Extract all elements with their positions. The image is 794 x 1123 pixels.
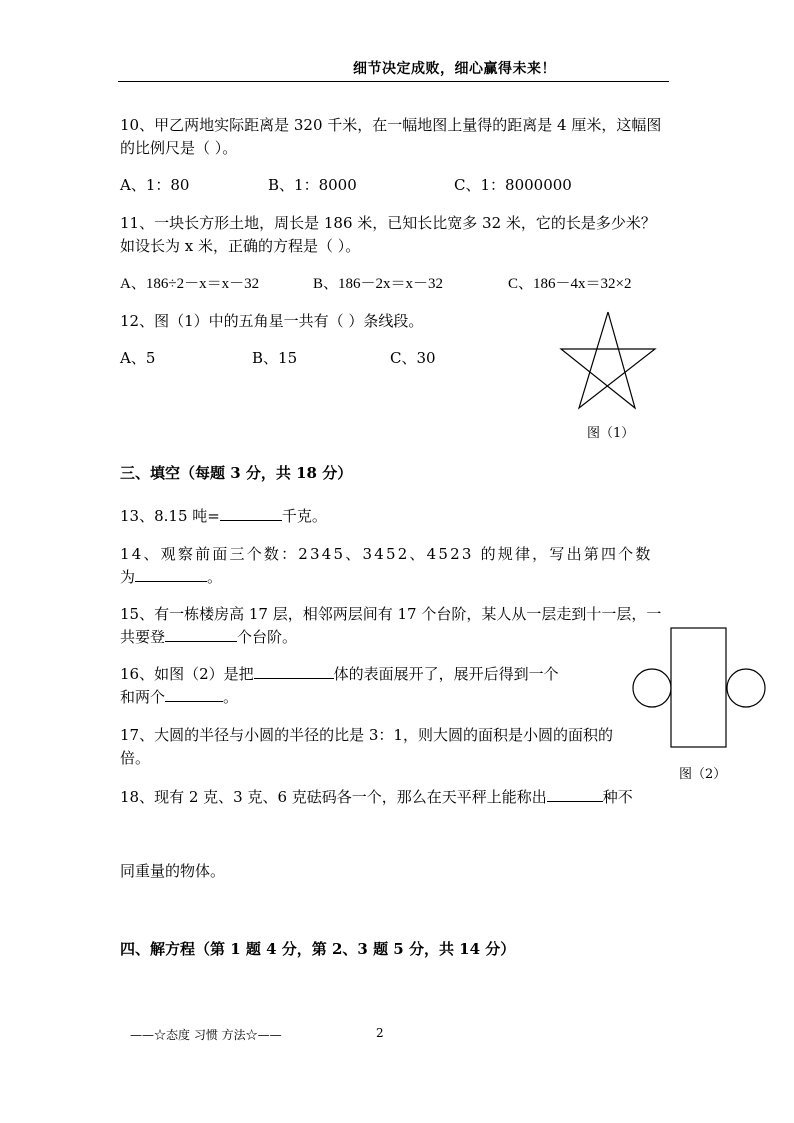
q14-line1: 14、观察前面三个数：2345、3452、4523 的规律，写出第四个数	[120, 545, 653, 563]
q12-line1: 12、图（1）中的五角星一共有（ ）条线段。	[120, 312, 424, 330]
q11-option-a: A、186÷2－x＝x－32	[120, 276, 260, 292]
q15-text-after: 个台阶。	[237, 628, 298, 646]
q16-line2-after: 。	[223, 688, 239, 706]
q10-option-a: A、1：80	[120, 176, 190, 194]
q13-text-before: 13、8.15 吨=	[120, 507, 220, 525]
q15-line1: 15、有一栋楼房高 17 层，相邻两层间有 17 个台阶，某人从一层走到十一层，一	[120, 605, 662, 623]
q17-line1: 17、大圆的半径与小圆的半径的比是 3：1，则大圆的面积是小圆的面积的	[120, 726, 613, 744]
q14-line2	[120, 566, 222, 588]
net-circle-right	[727, 669, 765, 707]
q15-answer-blank[interactable]	[165, 626, 237, 642]
q18-text-before: 18、现有 2 克、3 克、6 克砝码各一个，那么在天平秤上能称出	[120, 788, 547, 806]
figure1-caption: 图（1）	[587, 426, 635, 441]
q16-answer-blank-1[interactable]	[254, 663, 334, 679]
q18-answer-blank[interactable]	[547, 786, 603, 802]
q18-line1	[120, 786, 633, 808]
q16-answer-blank-2[interactable]	[165, 686, 223, 702]
page-number: 2	[376, 1026, 384, 1040]
q11-option-c: C、186－4x＝32×2	[508, 276, 632, 292]
section3-title: 三、填空（每题 3 分，共 18 分）	[120, 464, 353, 482]
header-divider	[118, 81, 669, 82]
header-motto: 细节决定成败，细心赢得未来！	[353, 61, 556, 77]
q14-text-before: 为	[120, 568, 136, 586]
q16-line2-before: 和两个	[120, 688, 166, 706]
q11-option-b: B、186－2x＝x－32	[313, 276, 444, 292]
star-figure	[558, 310, 658, 410]
q14-answer-blank[interactable]	[135, 566, 207, 582]
q18-line2: 同重量的物体。	[120, 862, 226, 880]
star-outline	[561, 312, 655, 408]
q10-line1: 10、甲乙两地实际距离是 320 千米，在一幅地图上量得的距离是 4 厘米，这幅图	[120, 116, 662, 134]
q16-text-after: 体的表面展开了，展开后得到一个	[333, 665, 559, 683]
q10-option-c: C、1：8000000	[454, 176, 572, 194]
q18-text-after: 种不	[602, 788, 633, 806]
q13	[120, 505, 327, 527]
q12-option-b: B、15	[252, 349, 298, 367]
q10-line2: 的比例尺是（ ）。	[120, 139, 238, 157]
q15-line2	[120, 626, 297, 648]
q11-line1: 11、一块长方形土地，周长是 186 米，已知长比宽多 32 米，它的长是多少米？	[120, 214, 656, 232]
q12-option-c: C、30	[390, 349, 436, 367]
q13-text-after: 千克。	[281, 507, 327, 525]
net-circle-left	[633, 669, 671, 707]
cylinder-net-figure	[632, 627, 768, 749]
net-rectangle	[671, 628, 726, 747]
footer-slogan: ——☆态度 习惯 方法☆——	[130, 1028, 282, 1042]
q16-line2	[120, 686, 238, 708]
q13-answer-blank[interactable]	[220, 505, 282, 521]
q15-text-before: 共要登	[120, 628, 166, 646]
q11-line2: 如设长为 x 米，正确的方程是（ ）。	[120, 237, 361, 255]
q16-text-before: 16、如图（2）是把	[120, 665, 254, 683]
section4-title: 四、解方程（第 1 题 4 分，第 2、3 题 5 分，共 14 分）	[120, 940, 516, 958]
q16-line1	[120, 663, 559, 685]
q14-text-after: 。	[207, 568, 223, 586]
q17-line2: 倍。	[120, 749, 151, 767]
q12-option-a: A、5	[120, 349, 156, 367]
figure2-caption: 图（2）	[679, 767, 727, 782]
q10-option-b: B、1：8000	[268, 176, 357, 194]
